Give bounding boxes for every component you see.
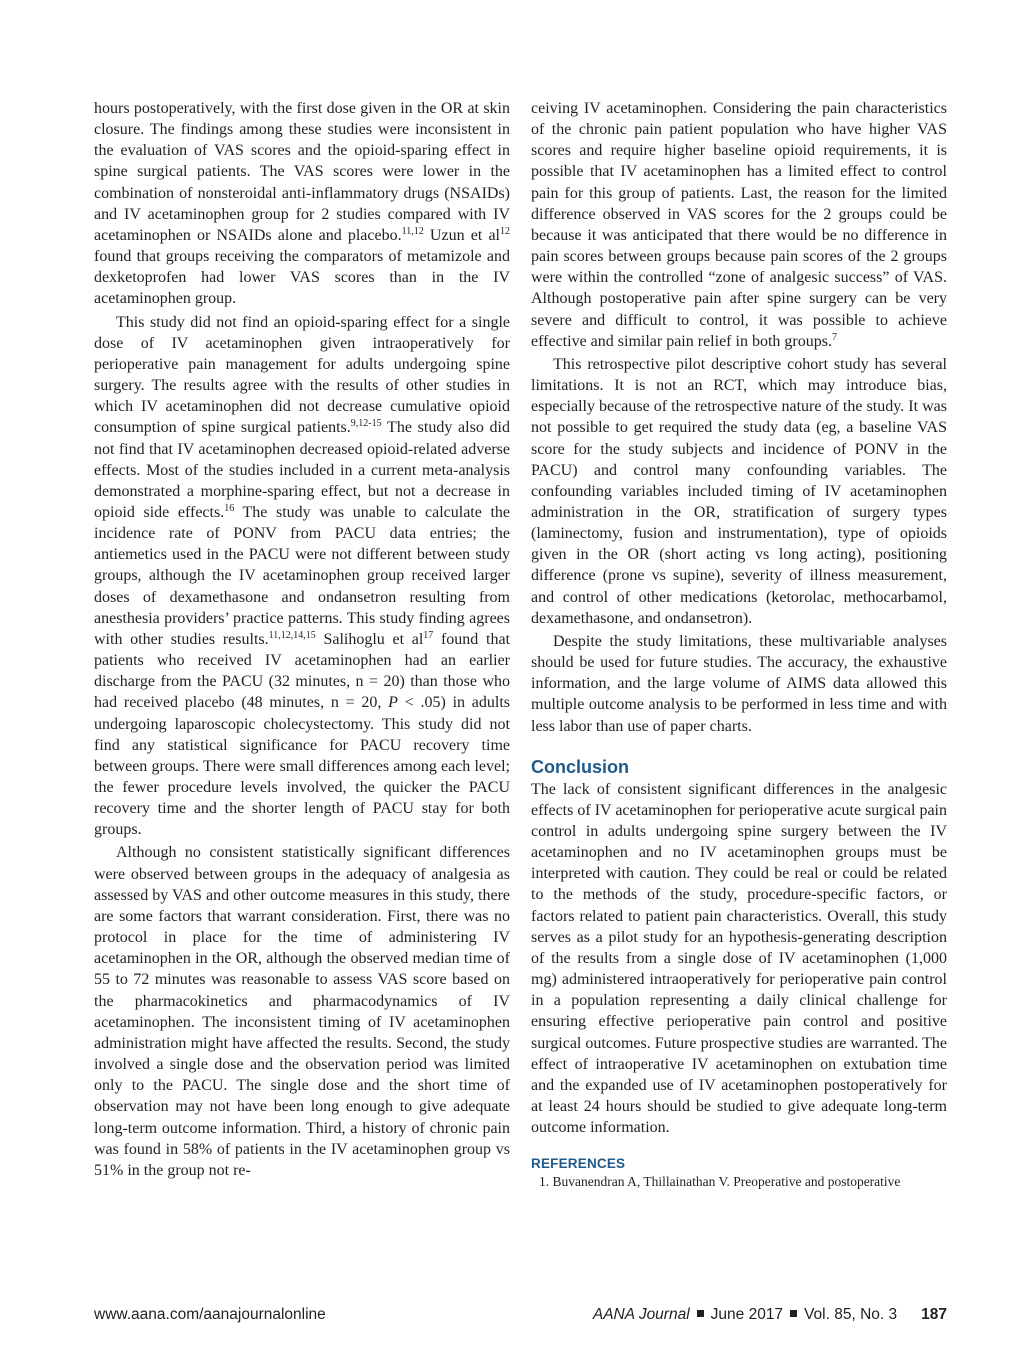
- square-bullet-icon: [790, 1310, 797, 1317]
- paragraph-discussion-2: This study did not find an opioid-sparing effect for a single dose of IV acetaminophen given intraoperatively for perioperative pain management for adults undergoing spine surgery. The results agree with the results of other studies in which IV acetaminophen did not decrease cumulative opioid consumption of spine surgical patients.$^{9,12-15}$ The study also did not find that IV acetaminophen decreased opioid-related adverse effects. Most of the studies included in a current meta-analysis demonstrated a morphine-sparing effect, but not a decrease in opioid side effects.$^{16}$ The study was unable to calculate the incidence rate of PONV from PACU data entries; the antiemetics used in the PACU were not different between study groups, although the IV acetaminophen group received larger doses of dexamethasone and ondansetron resulting from anesthesia providers’ practice patterns. This study finding agrees with other studies results.$^{11,12,14,15}$ Salihoglu et $al^{17}$ found that patients who received IV acetaminophen had an earlier discharge from the PACU (32 minutes, n = 20) than those who had received placebo (48 minutes, n = 20, P < .05) in adults undergoing laparoscopic cholecystectomy. This study did not find any statistical significance for PACU recovery time between groups. There were small differences among each level; the fewer procedure levels involved, the quicker the PACU recovery time and the shorter length of PACU stay for both groups.: [94, 313, 511, 839]
- conclusion-heading: Conclusion: [531, 756, 629, 777]
- page-footer: [94, 1306, 947, 1328]
- square-bullet-icon: [697, 1310, 704, 1317]
- references-heading: REFERENCES: [531, 1156, 626, 1172]
- journal-url[interactable]: www.aana.com/aanajournalonline: [94, 1306, 326, 1323]
- citation: 11,12,14,15: [268, 629, 316, 641]
- reference-item: 1. Buvanendran A, Thillainathan V. Preoperative and postoperative: [539, 1174, 901, 1190]
- left-column: [94, 98, 510, 1181]
- paragraph-discussion-3: Although no consistent statistically significant differences were observed between groups in the adequacy of analgesia as assessed by VAS and other outcome measures in this study, there are some factors that warrant consideration. First, there was no protocol in place for the time of administering IV acetaminophen in the OR, although the observed median time of 55 to 72 minutes was reasonable to assess VAS score based on the pharmacokinetics and pharmacodynamics of IV acetaminophen. The inconsistent timing of IV acetaminophen administration might have affected the results. Second, the study involved a single dose and the observation period was limited only to the PACU. The single dose and the short time of observation may not have been long enough to give adequate long-term outcome information. Third, a history of chronic pain was found in 58% of patients in the IV acetaminophen group vs 51% in the group not re-: [94, 844, 510, 1179]
- paragraph-discussion-1: hours postoperatively, with the first dose given in the OR at skin closure. The findings among these studies were inconsistent in the evaluation of VAS scores and the opioid-sparing effect in spine surgical patients. The VAS scores were lower in the combination of nonsteroidal anti-inflammatory drugs (NSAIDs) and IV acetaminophen group for 2 studies compared with IV acetaminophen or NSAIDs alone and placebo.$^{11,12}$ Uzun et $al^{12}$ found that groups receiving the comparators of metamizole and dexketoprofen had lower VAS scores than in the IV acetaminophen group.: [94, 100, 510, 308]
- citation: 12: [500, 225, 510, 237]
- paragraph-limitations: This retrospective pilot descriptive cohort study has several limitations. It is not an RCT, which may introduce bias, especially because of the retrospective nature of the study. It was not possible to get required the study data (eg, a baseline VAS score for the study subjects and incidence of PONV in the PACU) and control many confounding variables. The confounding variables included timing of IV acetaminophen administration in the OR, stratification of surgery types (laminectomy, fusion and instrumentation), type of opioids given in the OR (short acting vs long acting), positioning difference (prone vs supine), severity of illness measurement, and control of other medications (ketorolac, methocarbamol, dexamethasone, and ondansetron).: [531, 355, 947, 627]
- journal-citation: [593, 1306, 947, 1324]
- citation: 7: [831, 331, 837, 343]
- citation: 9,12-15: [350, 418, 382, 430]
- paragraph-future-use: Despite the study limitations, these multivariable analyses should be used for future studies. The accuracy, the exhaustive information, and the large volume of AIMS data allowed this multiple outcome analysis to be performed in less time and with less labor than use of paper charts.: [531, 632, 947, 735]
- right-column: [531, 98, 947, 1191]
- journal-name: AANA Journal: [592, 1306, 690, 1323]
- citation: 16: [224, 502, 235, 514]
- volume-issue: Vol. 85, No. 3: [804, 1306, 898, 1323]
- citation: 17: [423, 629, 434, 641]
- citation: 11,12: [401, 225, 424, 237]
- page-number: 187: [921, 1306, 947, 1323]
- paragraph-conclusion: The lack of consistent significant differences in the analgesic effects of IV acetaminophen for perioperative acute surgical pain control in adults undergoing spine surgery between the IV acetaminophen and no IV acetaminophen groups must be interpreted with caution. They could be real or could be related to the methods of the study, procedure-specific factors, or factors related to patient pain characteristics. Overall, this study serves as a pilot study for an hypothesis-generating description of the results from a single dose of IV acetaminophen (1,000 mg) administered intraoperatively for perioperative pain control in a population representing a daily clinical challenge for ensuring effective perioperative pain control and positive surgical outcomes. Future prospective studies are warranted. The effect of intraoperative IV acetaminophen on extubation time and the expanded use of IV acetaminophen postoperatively for at least 24 hours should be studied to give adequate long-term outcome information.: [531, 780, 947, 1137]
- issue-date: June 2017: [710, 1306, 784, 1323]
- paragraph-discussion-4: ceiving IV acetaminophen. Considering the pain characteristics of the chronic pain patient population who have higher VAS scores and require higher baseline opioid requirements, it is possible that IV acetaminophen has a limited effect to control pain for this group of patients. Last, the reason for the limited difference observed in VAS scores for the 2 groups could be because it was anticipated that there would be no difference in pain scores between groups because pain scores of the 2 groups were within the controlled “zone of analgesic success” of VAS. Although postoperative pain after spine surgery can be very severe and difficult to control, it was possible to achieve effective and similar pain relief in both groups.$^7$: [531, 100, 947, 350]
